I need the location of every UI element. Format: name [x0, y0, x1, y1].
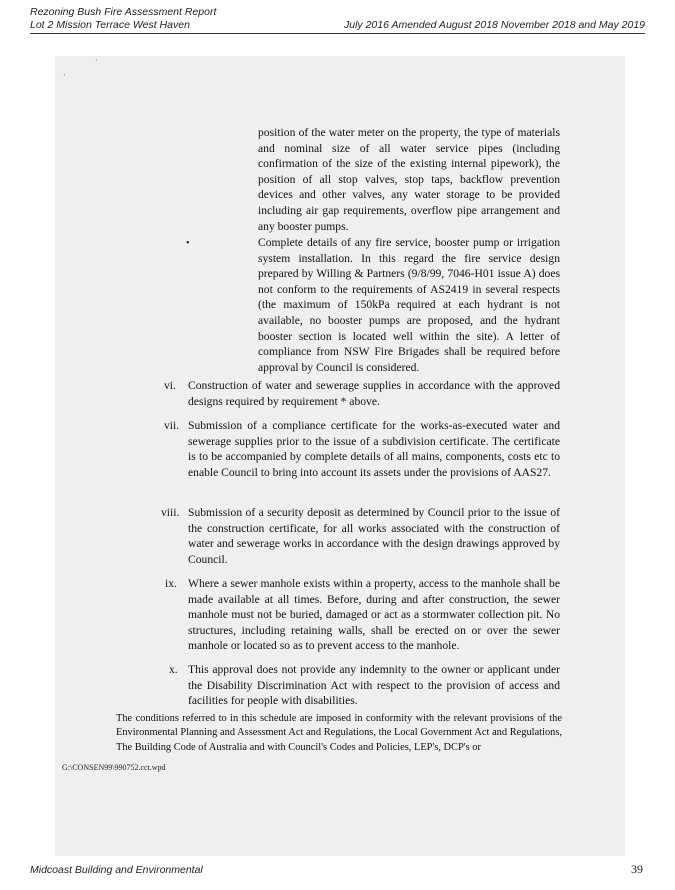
header-dates: July 2016 Amended August 2018 November 2018 and May 2019	[343, 19, 645, 31]
bullet-marker: •	[186, 238, 190, 249]
item-text: Construction of water and sewerage supplies in accordance with the approved designs required by requirement * above.	[188, 379, 560, 408]
item-number: viii.	[161, 506, 180, 519]
footer-company: Midcoast Building and Environmental	[30, 864, 203, 876]
file-path: G:\CONSEN99\990752.cct.wpd	[62, 763, 166, 772]
item-number: ix.	[165, 577, 177, 590]
water-meter-paragraph: position of the water meter on the property, the type of materials and nominal size of all water service pipes (including confirmation of the size of the existing internal pipework), the position of all stop valves, stop taps, backflow prevention devices and other valves, any water storage to be provided including air gap requirements, overflow pipe arrangement and any booster pumps.	[258, 126, 560, 233]
scan-speck: ,	[63, 68, 66, 78]
item-number: x.	[169, 663, 178, 676]
header-subtitle: Lot 2 Mission Terrace West Haven	[30, 19, 190, 31]
item-text: Where a sewer manhole exists within a property, access to the manhole shall be made available at all times. Before, during and after construction, the sewer manhole must not be buried, damaged or act as a stormwater collection pit. No structures, including retaining walls, shall be erected on or over the sewer manhole or located so as to prevent access to the manhole.	[188, 577, 560, 653]
closing-paragraph: The conditions referred to in this schedule are imposed in conformity with the relevant provisions of the Environmental Planning and Assessment Act and Regulations, the Local Government Act and Regulations, The Building Code of Australia and with Council's Codes and Policies, LEP's, DCP's or	[116, 713, 562, 753]
item-number: vii.	[164, 419, 180, 432]
item-text: Submission of a security deposit as determined by Council prior to the issue of the construction certificate, for all works associated with the construction of water and sewerage works in accordance with the design drawings approved by Council.	[188, 506, 560, 566]
item-number: vi.	[164, 379, 176, 392]
item-text: This approval does not provide any indemnity to the owner or applicant under the Disability Discrimination Act with respect to the provision of access and facilities for people with disabilities.	[188, 663, 560, 708]
header-title: Rezoning Bush Fire Assessment Report	[30, 6, 217, 18]
fire-service-paragraph: Complete details of any fire service, booster pump or irrigation system installation. In this regard the fire service design prepared by Willing & Partners (9/8/99, 7046-H01 issue A) does not conform to the requirements of AS2419 in several respects (the maximum of 150kPa required at each hydrant is not available, no booster pumps are proposed, and the hydrant booster section is located well within the site). A letter of compliance from NSW Fire Brigades shall be required before approval by Council is considered.	[258, 236, 560, 374]
scan-speck: '	[95, 58, 98, 68]
item-text: Submission of a compliance certificate for the works-as-executed water and sewerage supplies prior to the issue of a subdivision certificate. The certificate is to be accompanied by complete details of all mains, components, costs etc to enable Council to bring into account its assets under the provisions of AAS27.	[188, 419, 560, 479]
header-rule	[30, 33, 645, 34]
page-number: 39	[631, 862, 643, 876]
